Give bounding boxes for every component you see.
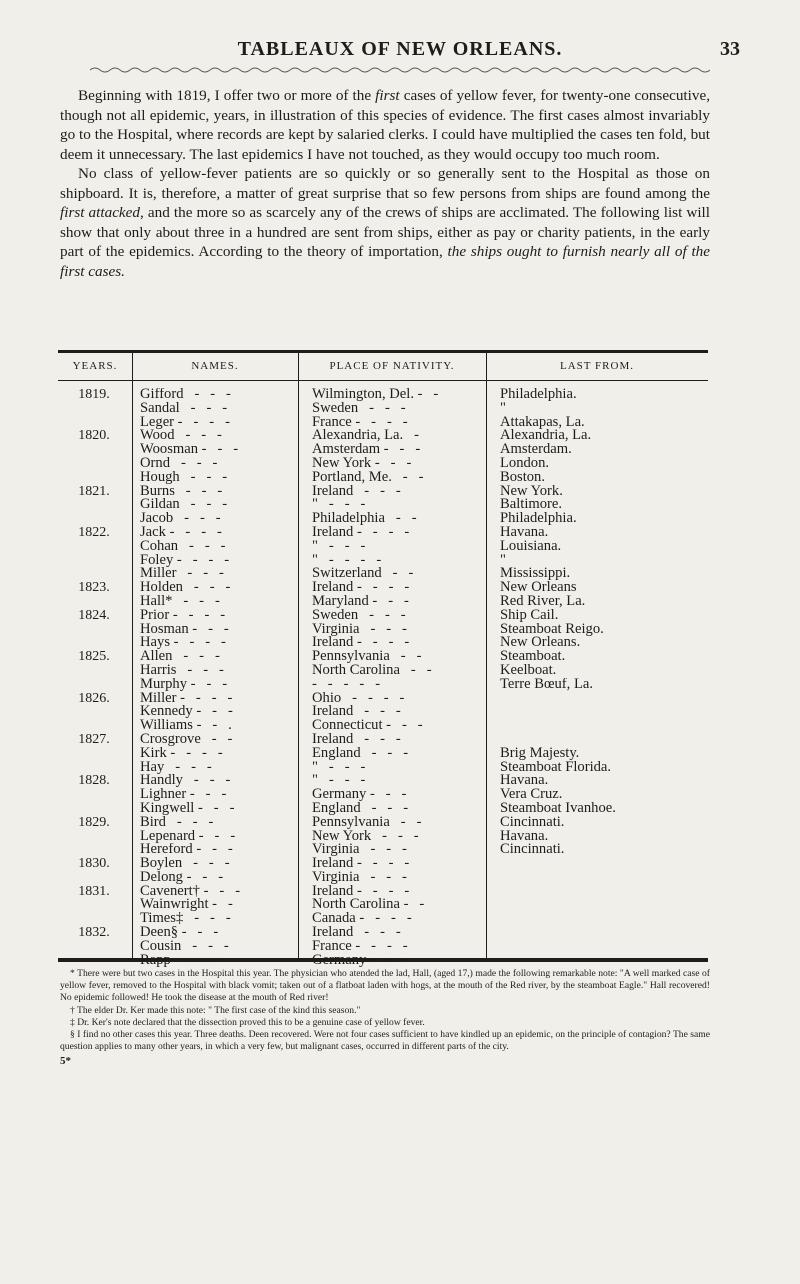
name-cell: Deen§ - - -	[140, 926, 219, 940]
header-years: YEARS.	[72, 360, 118, 372]
place-cell: Amsterdam - - -	[312, 443, 421, 457]
footnotes	[60, 968, 710, 1053]
name-cell: Jack - - - -	[140, 525, 222, 540]
place-cell: " - - -	[312, 539, 366, 554]
place-cell: " - - -	[312, 760, 366, 775]
place-cell: Ireland - - - -	[312, 884, 410, 899]
name-cell: Boylen - - -	[140, 857, 230, 871]
last-from-cell: Ship Cail.	[500, 608, 559, 623]
name-cell: Times‡ - - -	[140, 912, 231, 927]
intro-paragraph-2: No class of yellow-fever patients are so quickly or so generally sent to the Hospital as those on shipboard. It is, therefore, a matter of great surprise that so few persons from ships are found among the first attacked, and the more so as scarcely any of the crews of ships are acclimated. The following list will show that only about three in a hundred are sent from ships, either as pay or charity patients, in the early part of the epidemics. According to the theory of importation, the ships ought to furnish nearly all of the first cases.	[60, 165, 711, 280]
place-cell: New York - - -	[312, 829, 419, 844]
name-cell: Hereford - - -	[140, 843, 233, 858]
place-cell: Virginia - - -	[312, 870, 407, 885]
place-cell: North Carolina - -	[312, 898, 425, 913]
place-cell: " - - -	[312, 774, 366, 789]
place-cell: Sweden - - -	[312, 401, 406, 416]
place-cell: Germany - - -	[312, 788, 407, 802]
intro-text	[60, 86, 710, 281]
place-cell: Pennsylvania - -	[312, 815, 422, 830]
name-cell: Cavenert† - - -	[140, 884, 241, 899]
name-cell: Handly - - -	[140, 774, 231, 789]
place-cell: Germany - - -	[312, 953, 407, 968]
name-cell: Hough - - -	[140, 470, 228, 485]
last-from-cell	[500, 719, 706, 733]
name-cell: Kennedy - - -	[140, 705, 233, 720]
name-cell: Delong - - -	[140, 870, 224, 885]
place-cell: " - - - -	[312, 553, 382, 568]
name-cell: Holden - - -	[140, 581, 231, 595]
last-from-cell: Cincinnati.	[500, 843, 565, 858]
table-header-rule	[58, 380, 708, 381]
last-from-cell	[500, 733, 706, 747]
last-from-cell: Mississippi.	[500, 567, 571, 582]
last-from-cell: "	[500, 401, 506, 416]
name-cell: Wood - - -	[140, 429, 222, 444]
name-cell: Sandal - - -	[140, 401, 228, 416]
header-names: NAMES.	[191, 360, 239, 372]
signature-mark: 5*	[60, 1055, 71, 1067]
last-from-cell: Havana.	[500, 525, 549, 540]
name-cell: Cohan - - -	[140, 539, 226, 554]
year-cell: 1827.	[78, 732, 110, 747]
name-cell: Leger - - - -	[140, 415, 230, 430]
place-cell: Ireland - - - -	[312, 581, 410, 595]
place-cell: New York - - -	[312, 456, 412, 471]
name-cell: Bird - - -	[140, 815, 214, 830]
last-from-cell: London.	[500, 456, 550, 471]
last-from-cell: New Orleans	[500, 581, 577, 595]
last-from-cell: Terre Bœuf, La.	[500, 677, 593, 692]
name-cell: Miller - - -	[140, 567, 224, 582]
footnote: ‡ Dr. Ker's note declared that the dissection proved this to be a genuine case of yellow fever.	[70, 1016, 425, 1028]
last-from-cell: Havana.	[500, 829, 549, 844]
year-cell: 1823.	[78, 580, 110, 596]
header-last-from: LAST FROM.	[560, 360, 634, 372]
last-from-cell: Red River, La.	[500, 594, 586, 609]
last-from-cell	[500, 705, 706, 719]
names-column	[140, 388, 296, 967]
last-from-cell: Alexandria, La.	[500, 429, 592, 444]
place-cell: Alexandria, La. -	[312, 429, 419, 444]
place-cell: " - - -	[312, 498, 366, 513]
running-header	[0, 38, 800, 64]
place-column	[312, 388, 484, 967]
last-from-cell: Havana.	[500, 774, 549, 789]
last-from-cell: New York.	[500, 484, 563, 499]
last-from-cell: Keelboat.	[500, 663, 557, 678]
last-from-cell: Steamboat Reigo.	[500, 622, 604, 637]
name-cell: Woosman - - -	[140, 443, 239, 457]
name-cell: Lepenard - - -	[140, 829, 236, 844]
place-cell: Wilmington, Del. - -	[312, 388, 439, 402]
intro-paragraph-1: Beginning with 1819, I offer two or more of the first cases of yellow fever, for twenty-one consecutive, though not all epidemic, years, in illustration of this species of evidence. The first cases almost invariably go to the Hospital, where records are kept by salaried clerks. I could have multiplied the cases ten fold, but deem it unnecessary. The last epidemics I have not touched, as they would occupy too much room.	[60, 87, 710, 163]
year-cell: 1826.	[78, 690, 110, 706]
year-cell: 1821.	[78, 483, 110, 499]
header-wavy-rule	[90, 66, 710, 74]
first-cases-table	[58, 350, 708, 968]
name-cell: Hall* - - -	[140, 594, 220, 609]
last-from-cell: Amsterdam.	[500, 443, 572, 457]
name-cell: Allen - - -	[140, 650, 220, 664]
footnote: § I find no other cases this year. Three deaths. Deen recovered. Were not four cases sufficient to have kindled up an epidemic, on the principle of contagion? The same question applies to many other years, in which a very few, but malignant cases, occurred in different parts of the city.	[60, 1029, 710, 1053]
name-cell: Jacob - - -	[140, 512, 221, 526]
place-cell: Virginia - - -	[312, 622, 407, 637]
place-cell: Virginia - - -	[312, 843, 407, 858]
header-place: PLACE OF NATIVITY.	[329, 360, 455, 372]
name-cell: Hosman - - -	[140, 622, 229, 637]
name-cell: Harris - - -	[140, 663, 224, 678]
year-cell: 1832.	[78, 925, 110, 941]
name-cell: Foley - - - -	[140, 553, 230, 568]
year-cell: 1829.	[78, 814, 110, 830]
place-cell: Connecticut - - -	[312, 719, 423, 733]
name-cell: Kirk - - - -	[140, 746, 223, 761]
page-number: 33	[720, 38, 740, 60]
name-cell: Gildan - - -	[140, 498, 228, 513]
last-from-cell: Boston.	[500, 470, 546, 485]
last-from-cell: Steamboat Florida.	[500, 760, 612, 775]
place-cell: Portland, Me. - -	[312, 470, 424, 485]
place-cell: England - - -	[312, 801, 409, 816]
year-cell: 1824.	[78, 607, 110, 623]
column-divider	[132, 352, 133, 959]
place-cell: Ohio - - - -	[312, 691, 405, 706]
last-from-cell: Philadelphia.	[500, 388, 577, 402]
last-from-column	[500, 388, 706, 857]
year-cell: 1822.	[78, 525, 110, 540]
year-cell: 1820.	[78, 428, 110, 444]
name-cell: Kingwell - - -	[140, 801, 235, 816]
place-cell: Pennsylvania - -	[312, 650, 422, 664]
footnote: * There were but two cases in the Hospital this year. The physician who atended the lad, Hall, (aged 17,) made the following remarkable note: "A well marked case of yellow fever, removed to the Hospital with black vomit; taken out of a flatboat laden with hogs, at the mouth of the Red river, by the steamboat Eagle." Hall recovered! No epidemic followed! He took the disease at the mouth of Red river!	[60, 968, 710, 1004]
place-cell: Ireland - - -	[312, 926, 401, 940]
name-cell: Prior - - - -	[140, 608, 226, 623]
name-cell: Burns - - -	[140, 484, 223, 499]
year-cell: 1830.	[78, 856, 110, 872]
place-cell: Ireland - - - -	[312, 525, 410, 540]
last-from-cell: New Orleans.	[500, 636, 581, 651]
last-from-cell: Attakapas, La.	[500, 415, 585, 430]
name-cell: Cousin - - -	[140, 939, 229, 954]
last-from-cell: "	[500, 553, 506, 568]
last-from-cell: Vera Cruz.	[500, 788, 563, 802]
year-cell: 1819.	[78, 387, 110, 402]
last-from-cell: Philadelphia.	[500, 512, 577, 526]
place-cell: France - - - -	[312, 939, 408, 954]
last-from-cell: Brig Majesty.	[500, 746, 580, 761]
last-from-cell: Cincinnati.	[500, 815, 565, 830]
name-cell: Gifford - - -	[140, 388, 231, 402]
place-cell: Canada - - - -	[312, 912, 412, 927]
name-cell: Miller - - - -	[140, 691, 233, 706]
place-cell: Ireland - - -	[312, 705, 401, 720]
last-from-cell: Steamboat Ivanhoe.	[500, 801, 616, 816]
name-cell: Wainwright - -	[140, 898, 233, 913]
place-cell: Ireland - - - -	[312, 857, 410, 871]
last-from-cell	[500, 692, 706, 706]
place-cell: France - - - -	[312, 415, 408, 430]
name-cell: Lighner - - -	[140, 788, 227, 802]
table-top-rule	[58, 350, 708, 353]
column-divider	[486, 352, 487, 959]
place-cell: Ireland - - -	[312, 484, 401, 499]
place-cell: - - - - -	[312, 677, 381, 692]
place-cell: North Carolina - -	[312, 663, 432, 678]
name-cell: Crosgrove - -	[140, 732, 233, 747]
year-cell: 1831.	[78, 883, 110, 899]
place-cell: Philadelphia - -	[312, 512, 417, 526]
name-cell: Hay - - -	[140, 760, 212, 775]
place-cell: England - - -	[312, 746, 409, 761]
last-from-cell: Louisiana.	[500, 539, 562, 554]
name-cell: Rapp - - -	[140, 953, 219, 968]
year-cell: 1828.	[78, 773, 110, 789]
name-cell: Ornd - - -	[140, 456, 218, 471]
name-cell: Williams - - .	[140, 719, 232, 733]
place-cell: Switzerland - -	[312, 567, 414, 582]
place-cell: Ireland - - -	[312, 732, 401, 747]
place-cell: Ireland - - - -	[312, 636, 410, 651]
year-cell: 1825.	[78, 649, 110, 665]
name-cell: Murphy - - -	[140, 677, 228, 692]
name-cell: Hays - - - -	[140, 636, 226, 651]
place-cell: Maryland - - -	[312, 594, 409, 609]
last-from-cell: Baltimore.	[500, 498, 563, 513]
running-title: TABLEAUX OF NEW ORLEANS.	[237, 38, 563, 60]
last-from-cell: Steamboat.	[500, 650, 566, 664]
footnote: † The elder Dr. Ker made this note: " The first case of the kind this season."	[70, 1004, 361, 1016]
column-divider	[298, 352, 299, 959]
place-cell: Sweden - - -	[312, 608, 406, 623]
